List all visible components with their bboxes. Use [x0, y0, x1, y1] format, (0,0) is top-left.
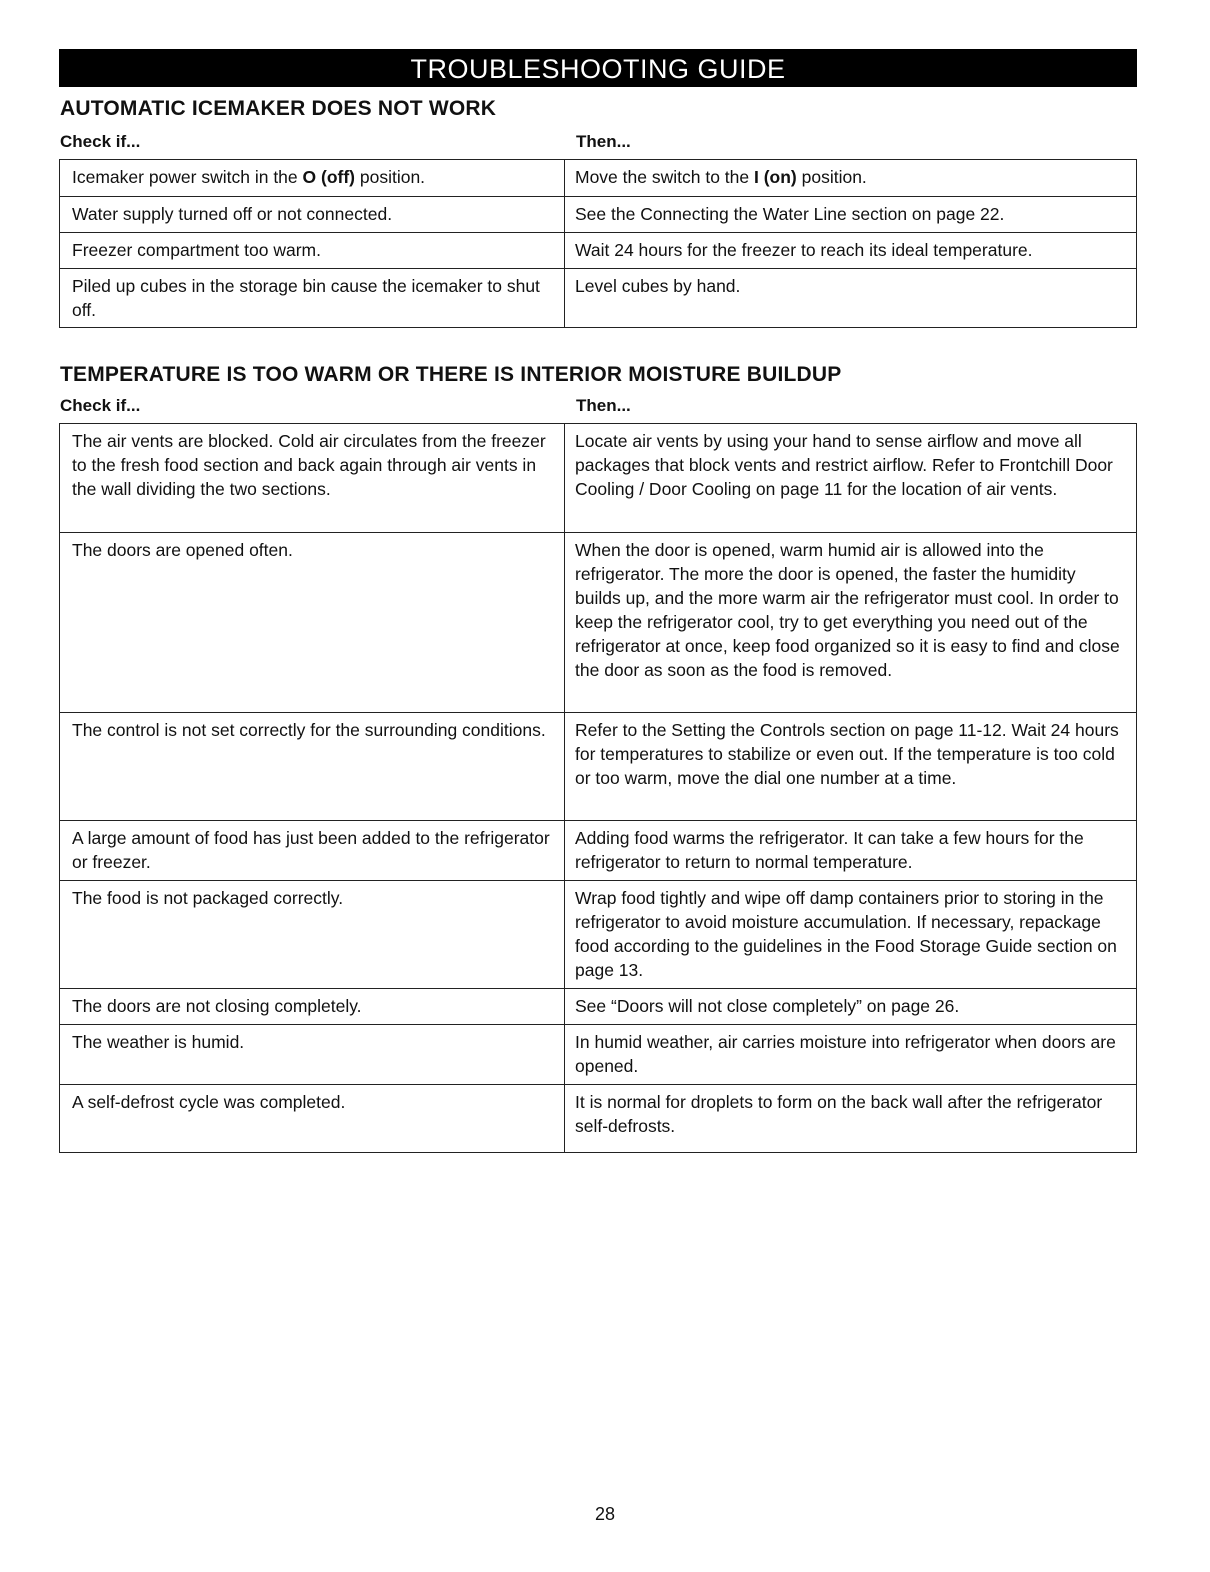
- then-cell: Wait 24 hours for the freezer to reach its ideal temperature.: [565, 233, 1137, 269]
- page-banner-title: TROUBLESHOOTING GUIDE: [59, 49, 1137, 87]
- check-cell: The doors are opened often.: [60, 533, 565, 713]
- then-cell: See “Doors will not close completely” on page 26.: [565, 989, 1137, 1025]
- section-title-temperature: TEMPERATURE IS TOO WARM OR THERE IS INTERIOR MOISTURE BUILDUP: [60, 363, 842, 386]
- then-cell: Refer to the Setting the Controls section on page 11-12. Wait 24 hours for temperatures to stabilize or even out. If the temperature is too cold or too warm, move the dial one number at a time.: [565, 713, 1137, 821]
- emphasis-text: I (on): [753, 167, 797, 187]
- table-row: [60, 881, 1137, 989]
- check-cell: Freezer compartment too warm.: [60, 233, 565, 269]
- emphasis-text: O (off): [302, 167, 355, 187]
- column-header-then: Then...: [576, 396, 631, 415]
- table-row: [60, 1085, 1137, 1153]
- check-cell: A self-defrost cycle was completed.: [60, 1085, 565, 1153]
- table-row: [60, 713, 1137, 821]
- column-header-then: Then...: [576, 132, 631, 151]
- check-cell: The food is not packaged correctly.: [60, 881, 565, 989]
- table-row: [60, 424, 1137, 533]
- check-cell: A large amount of food has just been added to the refrigerator or freezer.: [60, 821, 565, 881]
- check-cell: Piled up cubes in the storage bin cause the icemaker to shut off.: [60, 269, 565, 328]
- check-cell: The weather is humid.: [60, 1025, 565, 1085]
- icemaker-table: [59, 159, 1137, 328]
- column-header-check: Check if...: [60, 132, 141, 151]
- check-cell: Icemaker power switch in the O (off) position.: [60, 160, 565, 197]
- then-cell: Locate air vents by using your hand to sense airflow and move all packages that block vents and restrict airflow. Refer to Frontchill Door Cooling / Door Cooling on page 11 for the location of air vents.: [565, 424, 1137, 533]
- then-cell: Level cubes by hand.: [565, 269, 1137, 328]
- then-cell: When the door is opened, warm humid air is allowed into the refrigerator. The more the door is opened, the faster the humidity builds up, and the more warm air the refrigerator must cool. In order to keep the refrigerator cool, try to get everything you need out of the refrigerator at once, keep food organized so it is easy to find and close the door as soon as the food is removed.: [565, 533, 1137, 713]
- then-cell: Wrap food tightly and wipe off damp containers prior to storing in the refrigerator to avoid moisture accumulation. If necessary, repackage food according to the guidelines in the Food Storage Guide section on page 13.: [565, 881, 1137, 989]
- then-cell: Adding food warms the refrigerator. It can take a few hours for the refrigerator to return to normal temperature.: [565, 821, 1137, 881]
- column-header-check: Check if...: [60, 396, 141, 415]
- table-row: [60, 197, 1137, 233]
- check-cell: The control is not set correctly for the surrounding conditions.: [60, 713, 565, 821]
- check-cell: Water supply turned off or not connected.: [60, 197, 565, 233]
- check-cell: The doors are not closing completely.: [60, 989, 565, 1025]
- table-row: [60, 160, 1137, 197]
- then-cell: In humid weather, air carries moisture into refrigerator when doors are opened.: [565, 1025, 1137, 1085]
- table-row: [60, 233, 1137, 269]
- then-cell: Move the switch to the I (on) position.: [565, 160, 1137, 197]
- check-cell: The air vents are blocked. Cold air circulates from the freezer to the fresh food section and back again through air vents in the wall dividing the two sections.: [60, 424, 565, 533]
- table-row: [60, 989, 1137, 1025]
- table-row: [60, 533, 1137, 713]
- table-row: [60, 821, 1137, 881]
- then-cell: It is normal for droplets to form on the back wall after the refrigerator self-defrosts.: [565, 1085, 1137, 1153]
- then-cell: See the Connecting the Water Line section on page 22.: [565, 197, 1137, 233]
- page-number: 28: [594, 1504, 616, 1524]
- table-row: [60, 269, 1137, 328]
- temperature-table: [59, 423, 1137, 1153]
- section-title-icemaker: AUTOMATIC ICEMAKER DOES NOT WORK: [60, 97, 497, 120]
- table-row: [60, 1025, 1137, 1085]
